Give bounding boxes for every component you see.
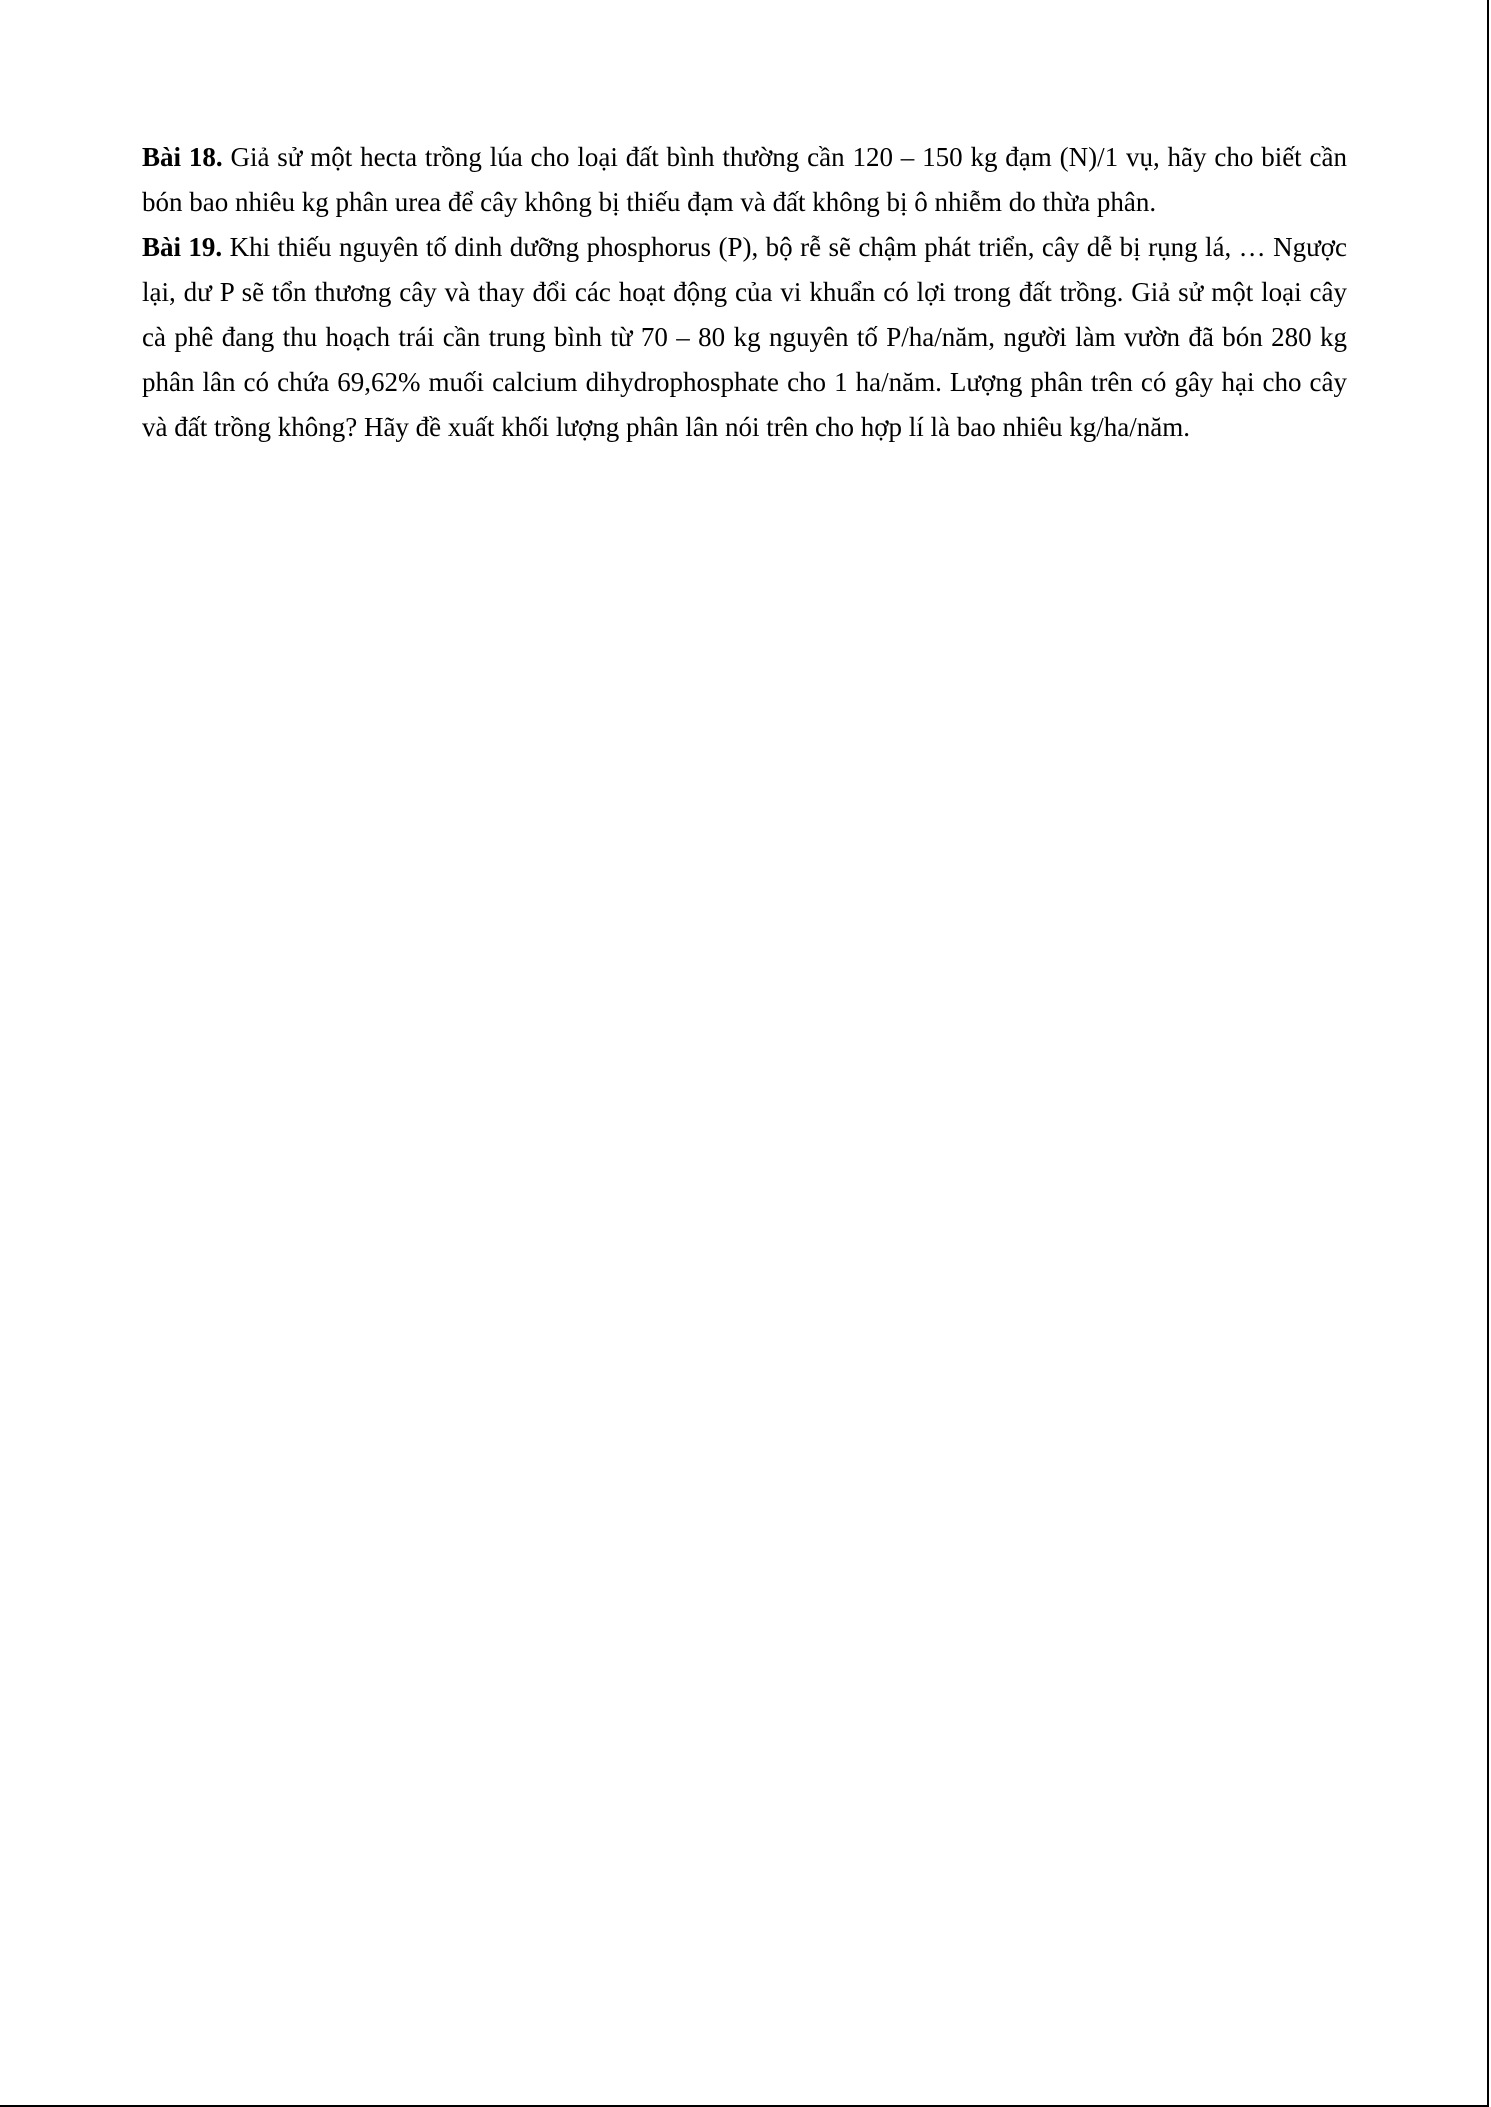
problem-18 <box>142 135 1347 225</box>
problem-19-label: Bài 19. <box>142 232 223 262</box>
document-content <box>142 135 1347 450</box>
problem-18-label: Bài 18. <box>142 142 223 172</box>
problem-19-text: Khi thiếu nguyên tố dinh dưỡng phosphorus (P), bộ rễ sẽ chậm phát triển, cây dễ bị rụng lá, … Ngược lại, dư P sẽ tổn thương cây và thay đổi các hoạt động của vi khuẩn có lợi trong đất trồng. Giả sử một loại cây cà phê đang thu hoạch trái cần trung bình từ 70 – 80 kg nguyên tố P/ha/năm, người làm vườn đã bón 280 kg phân lân có chứa 69,62% muối calcium dihydrophosphate cho 1 ha/năm. Lượng phân trên có gây hại cho cây và đất trồng không? Hãy đề xuất khối lượng phân lân nói trên cho hợp lí là bao nhiêu kg/ha/năm. <box>142 232 1347 442</box>
problem-19 <box>142 225 1347 450</box>
problem-18-text: Giả sử một hecta trồng lúa cho loại đất bình thường cần 120 – 150 kg đạm (N)/1 vụ, hãy cho biết cần bón bao nhiêu kg phân urea để cây không bị thiếu đạm và đất không bị ô nhiễm do thừa phân. <box>142 142 1347 217</box>
